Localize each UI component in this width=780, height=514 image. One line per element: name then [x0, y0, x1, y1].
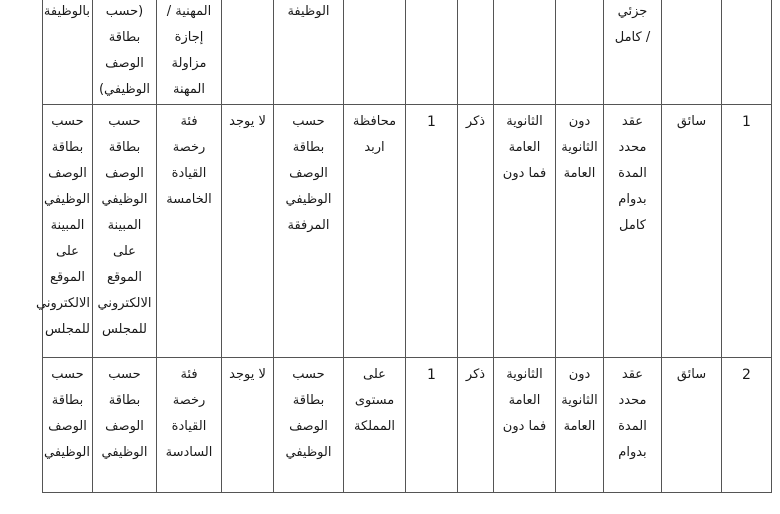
gender-cell: ذكر [458, 105, 494, 358]
seq-cell: 2 [722, 358, 772, 493]
job-title-cell [662, 0, 722, 105]
gender-cell [458, 0, 494, 105]
min-qualification-cell: دون الثانوية العامة [556, 105, 604, 358]
vacancy-count-cell: 1 [406, 358, 458, 493]
table-row [43, 105, 772, 358]
job-vacancies-table [36, 0, 772, 493]
license-cell: المهنية / إجازة مزاولة المهنة [157, 0, 222, 105]
max-qualification-cell [494, 0, 556, 105]
table-row [43, 0, 772, 105]
contract-type-cell: عقد محدد المدة بدوام [604, 358, 662, 493]
job-title-cell: سائق [662, 358, 722, 493]
job-tasks-cell: حسب بطاقة الوصف الوظيفي [274, 358, 344, 493]
other-requirements-cell: حسب بطاقة الوصف الوظيفي [43, 358, 93, 493]
max-qualification-cell: الثانوية العامة فما دون [494, 105, 556, 358]
vacancy-count-cell [406, 0, 458, 105]
skills-cell: (حسب بطاقة الوصف الوظيفي) [93, 0, 157, 105]
min-qualification-cell [556, 0, 604, 105]
max-qualification-cell: الثانوية العامة فما دون [494, 358, 556, 493]
experience-cell [222, 0, 274, 105]
other-requirements-cell: حسب بطاقة الوصف الوظيفي المبينة على الموقع الالكتروني للمجلس [43, 105, 93, 358]
min-qualification-cell: دون الثانوية العامة [556, 358, 604, 493]
table-row [43, 358, 772, 493]
seq-cell [722, 0, 772, 105]
location-cell [344, 0, 406, 105]
skills-cell: حسب بطاقة الوصف الوظيفي [93, 358, 157, 493]
job-title-cell: سائق [662, 105, 722, 358]
experience-cell: لا يوجد [222, 105, 274, 358]
job-tasks-cell: حسب بطاقة الوصف الوظيفي المرفقة [274, 105, 344, 358]
other-requirements-cell: بالوظيفة [43, 0, 93, 105]
location-cell: على مستوى المملكة [344, 358, 406, 493]
gender-cell: ذكر [458, 358, 494, 493]
vacancy-count-cell: 1 [406, 105, 458, 358]
license-cell: فئة رخصة القيادة الخامسة [157, 105, 222, 358]
experience-cell: لا يوجد [222, 358, 274, 493]
job-tasks-cell: الوظيفة [274, 0, 344, 105]
contract-type-cell: جزئي / كامل [604, 0, 662, 105]
location-cell: محافظة اربد [344, 105, 406, 358]
seq-cell: 1 [722, 105, 772, 358]
job-table-container [36, 0, 771, 514]
skills-cell: حسب بطاقة الوصف الوظيفي المبينة على الموقع الالكتروني للمجلس [93, 105, 157, 358]
contract-type-cell: عقد محدد المدة بدوام كامل [604, 105, 662, 358]
license-cell: فئة رخصة القيادة السادسة [157, 358, 222, 493]
